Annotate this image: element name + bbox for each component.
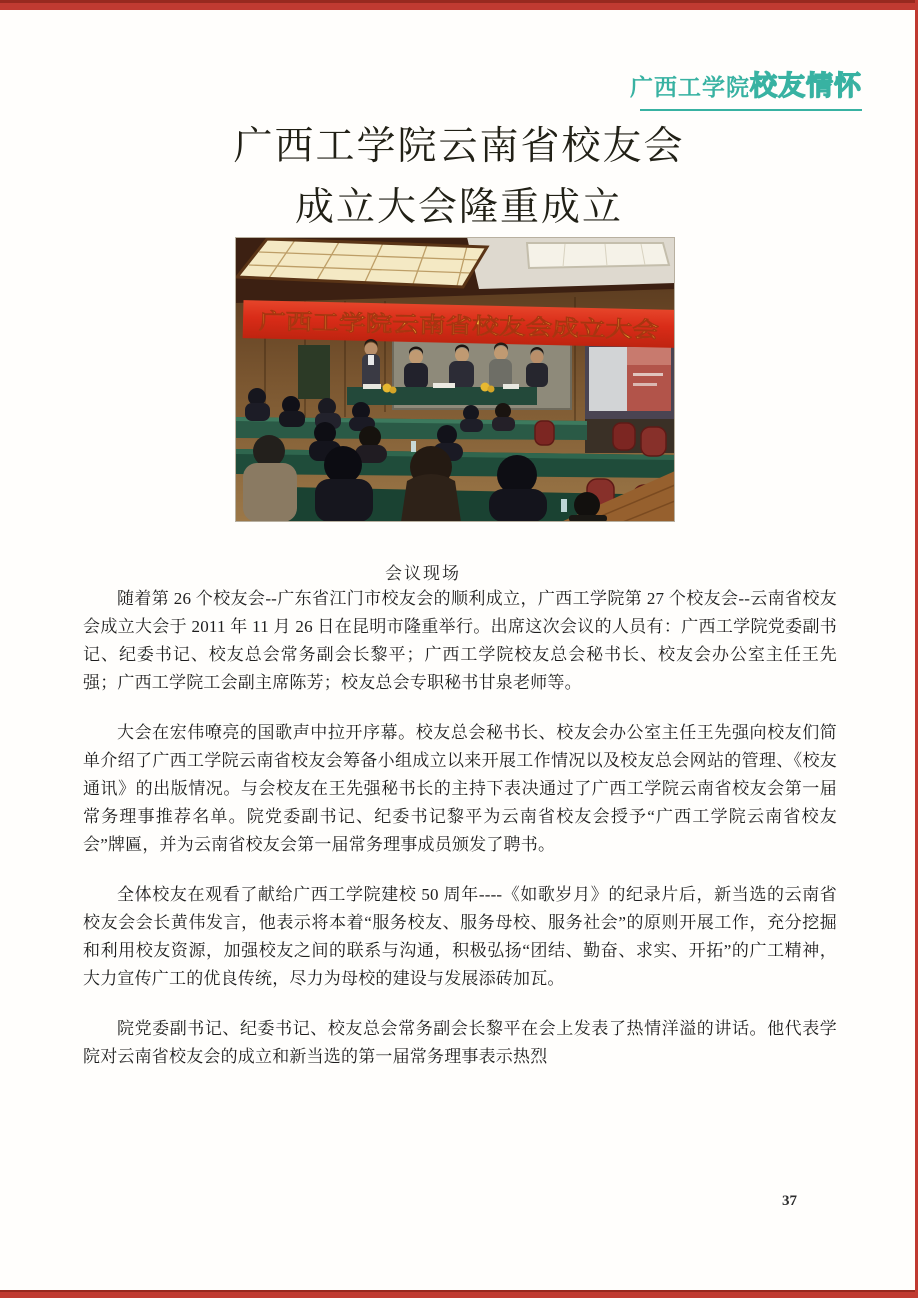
article-paragraph: 全体校友在观看了献给广西工学院建校 50 周年----《如歌岁月》的纪录片后，新当选的云南省校友会会长黄伟发言，他表示将本着“服务校友、服务母校、服务社会”的原则开展工作，充分挖掘和利用校友资源，加强校友之间的联系与沟通，积极弘扬“团结、勤奋、求实、开拓”的广工精神，大力宣传广工的优良传统，尽力为母校的建设与发展添砖加瓦。 (83, 885, 837, 988)
brand-text-outline: 校友情怀 (750, 71, 862, 102)
title-line-1: 广西工学院云南省校友会 (233, 124, 685, 169)
meeting-photo (235, 237, 675, 522)
photo-wall-decoration (298, 345, 330, 399)
article-paragraph: 随着第 26 个校友会--广东省江门市校友会的顺利成立，广西工学院第 27 个校友会--云南省校友会成立大会于 2011 年 11 月 26 日在昆明市隆重举行。出席这次会议的人员有：广西工学院党委副书记、纪委书记、校友总会常务副会长黎平；广西工学院校友总会秘书长、校友会办公室主任王先强；广西工学院工会副主席陈芳；校友总会专职秘书甘泉老师等。 (83, 589, 837, 692)
meeting-photo-illustration (235, 237, 675, 522)
photo-banner-text: 广西工学院云南省校友会成立大会 (258, 309, 590, 342)
page-border-bottom (0, 1290, 918, 1298)
brand-wordmark (630, 70, 862, 107)
page-number: 37 (782, 1193, 797, 1209)
brand-text-solid: 广西工学院 (630, 75, 750, 101)
photo-ceiling-coffer-left (237, 239, 487, 287)
article-body (83, 585, 837, 1093)
brand-underline (640, 109, 862, 111)
page-border-top (0, 0, 918, 10)
photo-caption: 会议现场 (385, 564, 461, 583)
photo-ceiling-coffer-right (527, 243, 669, 268)
page-header (630, 70, 862, 111)
article-paragraph: 院党委副书记、纪委书记、校友总会常务副会长黎平在会上发表了热情洋溢的讲话。他代表学院对云南省校友会的成立和新当选的第一届常务理事表示热烈 (83, 1019, 837, 1066)
title-line-2: 成立大会隆重成立 (294, 185, 623, 230)
photo-head-table (347, 383, 537, 406)
article-paragraph: 大会在宏伟嘹亮的国歌声中拉开序幕。校友总会秘书长、校友会办公室主任王先强向校友们简单介绍了广西工学院云南省校友会筹备小组成立以来开展工作情况以及校友总会网站的管理、《校友通讯》的出版情况。与会校友在王先强秘书长的主持下表决通过了广西工学院云南省校友会第一届常务理事推荐名单。院党委副书记、纪委书记黎平为云南省校友会授予“广西工学院云南省校友会”牌匾，并为云南省校友会第一届常务理事成员颁发了聘书。 (83, 723, 837, 854)
article-title (0, 116, 918, 238)
